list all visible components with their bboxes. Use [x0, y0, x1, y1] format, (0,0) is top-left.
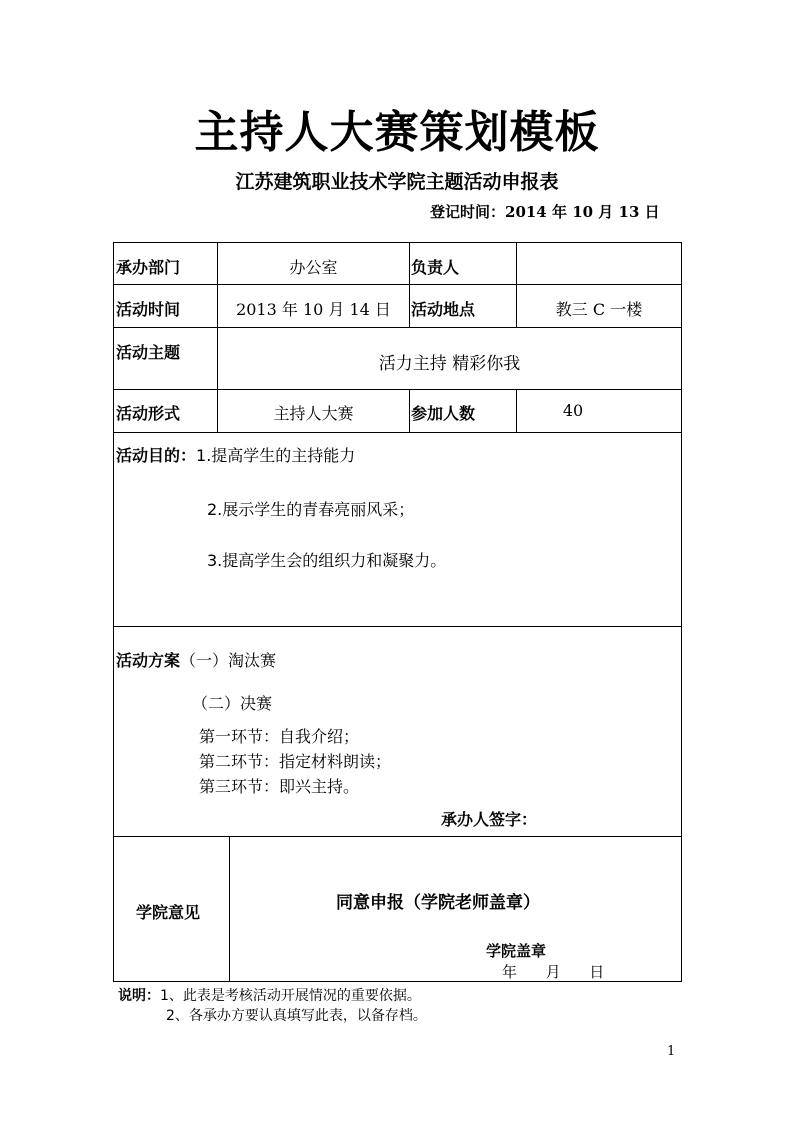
row-divider: [114, 626, 681, 627]
col-divider: [409, 243, 410, 327]
note-2: 2、各承办方要认真填写此表，以备存档。: [166, 1008, 427, 1024]
plan-step: 第一环节：自我介绍；: [199, 727, 360, 746]
place-label: 活动地点: [411, 300, 476, 319]
college-seal: 学院盖章: [486, 942, 547, 960]
college-date: 年 月 日: [502, 963, 605, 981]
plan-round-1: （一）淘汰赛: [180, 651, 277, 670]
plan-label: 活动方案: [116, 651, 181, 670]
time-label: 活动时间: [116, 300, 181, 319]
format-value: 主持人大赛: [273, 404, 354, 423]
purpose-label: 活动目的：: [116, 446, 197, 465]
dept-label: 承办部门: [116, 258, 181, 277]
owner-label: 负责人: [411, 258, 460, 277]
purpose-item: 2.展示学生的青春亮丽风采；: [207, 500, 415, 519]
count-label: 参加人数: [411, 404, 476, 423]
application-form: [113, 242, 682, 982]
purpose-line-1: [116, 443, 355, 466]
row-divider: [114, 327, 681, 328]
page-number: 1: [667, 1044, 676, 1059]
row-divider: [114, 389, 681, 390]
format-label: 活动形式: [116, 404, 181, 423]
col-divider: [409, 389, 410, 432]
row-divider: [114, 836, 681, 837]
note-1: 1、此表是考核活动开展情况的重要依据。: [160, 988, 421, 1004]
purpose-item: 1.提高学生的主持能力: [196, 446, 356, 465]
signature-label: 承办人签字：: [441, 810, 538, 829]
purpose-item: 3.提高学生会的组织力和凝聚力。: [207, 551, 447, 570]
count-value: 40: [562, 401, 584, 420]
theme-value: 活力主持 精彩你我: [378, 354, 521, 374]
plan-round-2: （二）决赛: [192, 694, 273, 713]
place-value: 教三 C 一楼: [555, 300, 643, 319]
register-date: 登记时间：2014 年 10 月 13 日: [430, 203, 660, 221]
row-divider: [114, 432, 681, 433]
col-divider: [516, 243, 517, 327]
row-divider: [114, 284, 681, 285]
plan-step: 第三环节：即兴主持。: [199, 777, 360, 796]
notes-label: 说明：: [118, 988, 160, 1004]
page-title: 主持人大赛策划模板: [194, 107, 600, 158]
approval-text: 同意申报（学院老师盖章）: [336, 893, 540, 913]
form-subtitle: 江苏建筑职业技术学院主题活动申报表: [235, 171, 559, 193]
plan-step: 第二环节：指定材料朗读；: [199, 752, 392, 771]
time-value: 2013 年 10 月 14 日: [236, 300, 391, 319]
dept-value: 办公室: [289, 258, 338, 277]
theme-label: 活动主题: [116, 343, 181, 362]
college-opinion-label: 学院意见: [136, 903, 201, 922]
plan-line-1: [116, 648, 276, 671]
col-divider: [229, 836, 230, 981]
notes-line-1: [118, 985, 421, 1005]
col-divider: [516, 389, 517, 432]
